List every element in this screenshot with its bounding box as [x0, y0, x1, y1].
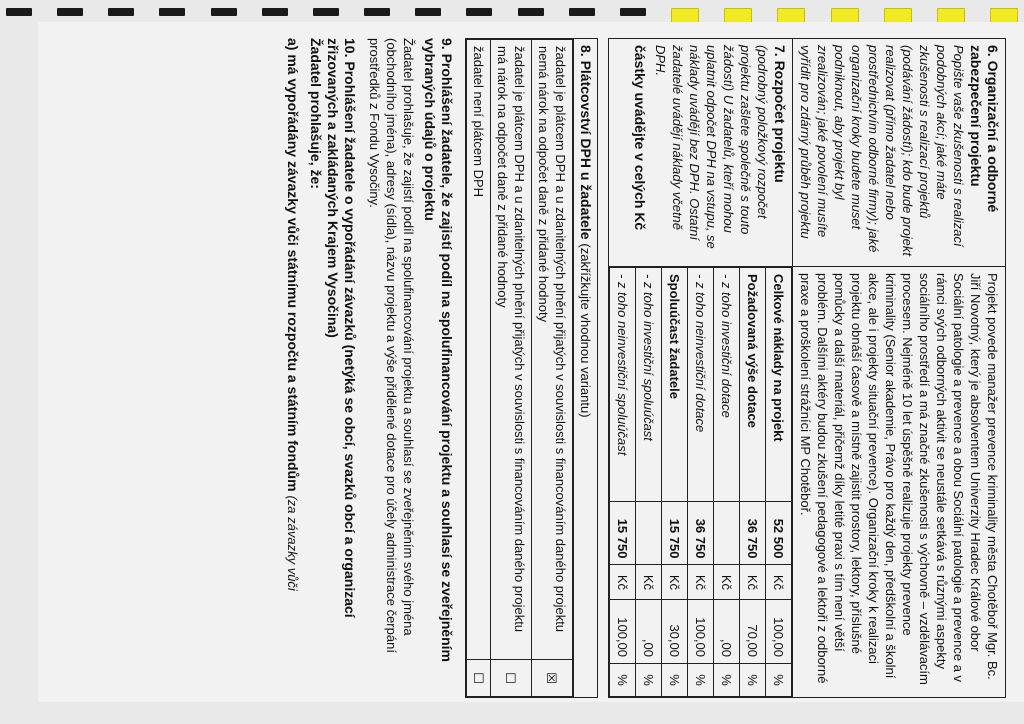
s7-note: částky uvádějte v celých Kč [632, 45, 648, 231]
rotated-content [66, 38, 1006, 698]
budget-label: - z toho neinvestiční dotace [688, 268, 714, 502]
budget-label: Požadovaná výše dotace [740, 268, 766, 502]
budget-value [714, 501, 740, 565]
binding-mark [415, 8, 441, 16]
s8-heading: 8. Plátcovství DPH u žadatele [578, 45, 594, 240]
budget-percent: 100,00 [766, 600, 792, 664]
budget-percent-sign: % [766, 664, 792, 697]
budget-value: 15 750 [610, 501, 636, 565]
budget-currency: Kč [662, 565, 688, 600]
budget-row [662, 268, 688, 697]
vat-options-table [466, 39, 573, 697]
s10-item-a [284, 38, 301, 698]
budget-percent: 100,00 [610, 600, 636, 664]
budget-currency: Kč [610, 565, 636, 600]
budget-currency: Kč [740, 565, 766, 600]
binding-mark [108, 8, 134, 16]
budget-percent-sign: % [610, 664, 636, 697]
budget-row [766, 268, 792, 697]
s6-left-cell [793, 39, 1006, 267]
vat-option-row [532, 40, 573, 697]
document-page [38, 22, 1024, 702]
budget-label: - z toho investiční spoluúčast [636, 268, 662, 502]
budget-value: 36 750 [688, 501, 714, 565]
budget-label: Spoluúčast žadatele [662, 268, 688, 502]
binding-mark [211, 8, 237, 16]
budget-percent-sign: % [662, 664, 688, 697]
s10-item-a-text: a) má vypořádány závazky vůči státnímu rozpočtu a státním fondům [285, 38, 301, 492]
binding-mark [159, 8, 185, 16]
budget-row [688, 268, 714, 697]
s10-item-a-note: (za závazky vůči [285, 495, 300, 591]
budget-percent-sign: % [636, 664, 662, 697]
budget-currency: Kč [636, 565, 662, 600]
budget-percent: ,00 [636, 600, 662, 664]
budget-row [740, 268, 766, 697]
binding-mark [569, 8, 595, 16]
budget-label: - z toho neinvestiční spoluúčast [610, 268, 636, 502]
vat-option-text: žadatel je plátcem DPH a u zdanitelných plnění přijatých v souvislosti s financováním daného projektu nemá nárok na odpočet daně z přidané hodnoty [532, 40, 573, 660]
budget-value [636, 501, 662, 565]
budget-label: Celkové náklady na projekt [766, 268, 792, 502]
s8-heading-note: (zakřížkujte vhodnou variantu) [578, 243, 593, 418]
s10-lead: Žadatel prohlašuje, že: [308, 38, 324, 189]
s7-prompt: (podrobný položkový rozpočet projektu zašlete společně s touto žádostí) U žadatelů, kteří mohou uplatnit odpočet DPH na vstupu, se náklady uvádějí bez DPH. Ostatní žadatelé uvádějí náklady včetně DPH. [653, 45, 770, 249]
vat-option-checkbox[interactable]: ☐ [491, 660, 532, 697]
budget-percent: ,00 [714, 600, 740, 664]
s6-answer: Projekt povede manažer prevence kriminality města Chotěboř Mgr. Bc. Jiří Novotný, který je absolventem Univerzity Hradec Králové obor Sociální patologie a prevence a obou Sociální patologie a prevence a v rámci svých odborných aktivit se neustále setkává s různými aspekty sociálního prostředí a má značné zkušenosti s výchovně – vzdělávacím procesem. Nejméně 10 let úspěšně realizuje projekty prevence kriminality (Senior akademie, Právo pro každý den, předškolní a školní akce, ale i projekty situační prevence). Organizační kroky k realizaci projektu obnáší časově a místně zajistit prostory, lektory, příslušné pomůcky a další materiál, přičemž díky letité praxi s tím není větší problém. Dalšími aktéry budou zkušení pedagogové a lektoři z odborné praxe a proškolení strážníci MP Chotěboř. [793, 267, 1006, 698]
vat-option-checkbox[interactable]: ☐ [467, 660, 491, 697]
binding-mark [620, 8, 646, 16]
budget-currency: Kč [688, 565, 714, 600]
budget-table [609, 267, 792, 697]
budget-percent: 100,00 [688, 600, 714, 664]
s7-budget-cell [609, 267, 793, 698]
vat-option-text: žadatel je plátcem DPH a u zdanitelných plnění přijatých v souvislosti s financováním daného projektu má nárok na odpočet daně z přidané hodnoty [491, 40, 532, 660]
budget-percent-sign: % [714, 664, 740, 697]
vat-option-row [467, 40, 491, 697]
s9-block [366, 38, 455, 698]
s8-box [465, 38, 598, 698]
s10-heading: 10. Prohlášení žadatele o vypořádání závazků (netýká se obcí, svazků obcí a organizací zřizovaných a zakládaných Krajem Vysočina) [325, 38, 358, 618]
budget-row [714, 268, 740, 697]
vat-option-checkbox[interactable]: ☒ [532, 660, 573, 697]
s6-prompt: Popište vaše zkušenosti s realizací podobných akcí; jaké máte zkušenosti s realizací projektů (podávání žádostí); kdo bude projekt realizovat (přímo žadatel nebo prostřednictvím odborné firmy); jaké organizační kroky budete muset podniknout, aby projekt byl zrealizován; jaké povolení musíte vyřídit pro zdárný průběh projektu [798, 45, 966, 257]
binding-strip [0, 0, 1024, 22]
budget-currency: Kč [766, 565, 792, 600]
binding-mark [466, 8, 492, 16]
binding-mark [518, 8, 544, 16]
vat-option-row [491, 40, 532, 697]
budget-value: 52 500 [766, 501, 792, 565]
budget-row [610, 268, 636, 697]
budget-percent-sign: % [688, 664, 714, 697]
budget-percent-sign: % [740, 664, 766, 697]
binding-mark [57, 8, 83, 16]
budget-percent: 30,00 [662, 600, 688, 664]
s8-header [573, 39, 597, 697]
binding-mark [364, 8, 390, 16]
s7-left-cell [609, 39, 793, 267]
s6-heading: 6. Organizační a odborné zabezpečení projektu [968, 45, 1001, 213]
binding-mark [6, 8, 32, 16]
budget-value: 36 750 [740, 501, 766, 565]
budget-row [636, 268, 662, 697]
binding-mark [262, 8, 288, 16]
s10-block [284, 38, 358, 698]
s9-heading: 9. Prohlášení žadatele, že zajistí podíl na spolufinancování projektu a souhlasí se zveřejněním vybraných údajů o projektu [422, 38, 455, 662]
sections-6-7-table [608, 38, 1006, 698]
budget-currency: Kč [714, 565, 740, 600]
s9-text: Žadatel prohlašuje, že zajistí podíl na spolufinancování projektu a souhlasí se zveřejněním svého jména (obchodního jména), adresy (sídla), názvu projektu a výše přidělené dotace pro účely administrace čerpání prostředků z Fondu Vysočiny. [367, 38, 416, 653]
binding-mark [313, 8, 339, 16]
s7-heading: 7. Rozpočet projektu [772, 45, 788, 183]
budget-percent: 70,00 [740, 600, 766, 664]
budget-label: - z toho investiční dotace [714, 268, 740, 502]
budget-value: 15 750 [662, 501, 688, 565]
vat-option-text: žadatel není plátcem DPH [467, 40, 491, 660]
